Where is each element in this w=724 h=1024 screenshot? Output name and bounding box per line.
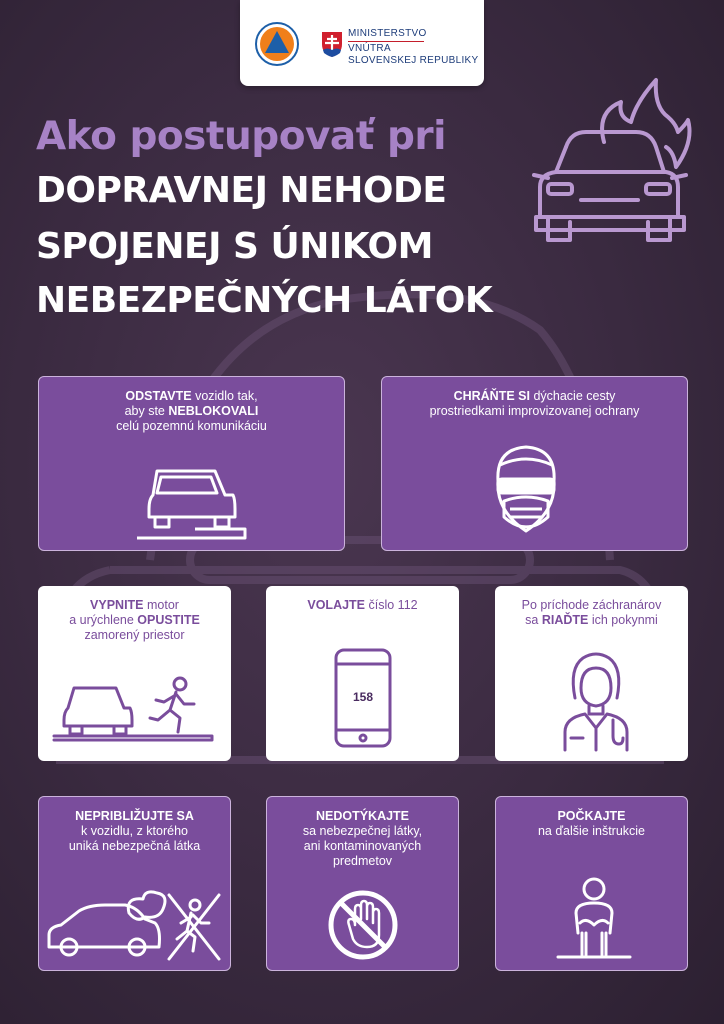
ministry-name: [348, 28, 479, 67]
rescuers-text3: ich pokynmi: [588, 613, 658, 627]
header-logos: [240, 0, 484, 86]
call-bold1: VOLAJTE: [307, 598, 366, 612]
card-park-vehicle: [38, 376, 345, 551]
touch-bold1: NEDOTÝKAJTE: [315, 809, 410, 823]
sitting-person-icon: [556, 873, 632, 965]
running-person-icon: [52, 674, 218, 744]
wait-bold1: POČKAJTE: [557, 809, 626, 823]
rescuers-text1: Po príchode záchranárov: [521, 598, 662, 612]
card-do-not-touch: [266, 796, 459, 971]
engine-text2: a urýchlene: [69, 613, 138, 627]
card-park-line2: [39, 404, 344, 419]
approach-text2: uniká nebezpečná látka: [68, 839, 201, 853]
burning-car-icon: [526, 72, 696, 257]
ministry-line3: SLOVENSKEJ REPUBLIKY: [348, 55, 479, 66]
engine-text1: motor: [143, 598, 179, 612]
title-line2: DOPRAVNEJ NEHODE: [36, 170, 447, 211]
card-engine-line1: [38, 598, 231, 613]
card-do-not-approach: [38, 796, 231, 971]
card-call-112: [266, 586, 459, 761]
no-touch-icon: [327, 889, 399, 961]
card-park-line1: [39, 389, 344, 404]
card-protect-airways: [381, 376, 688, 551]
rescuers-bold1: RIAĎTE: [541, 613, 589, 627]
rescuers-text2: sa: [525, 613, 542, 627]
card-touch-line1: [267, 809, 458, 824]
engine-text3: zamorený priestor: [84, 628, 185, 642]
card-wait-line1: [496, 809, 687, 824]
engine-bold2: OPUSTITE: [137, 613, 200, 627]
protect-text1: dýchacie cesty: [529, 389, 616, 403]
wait-text1: na ďalšie inštrukcie: [537, 824, 646, 838]
card-protect-line1: [382, 389, 687, 404]
crossed-person-icon: [45, 889, 225, 969]
title-line4: NEBEZPEČNÝCH LÁTOK: [36, 280, 493, 321]
title-line1: Ako postupovať pri: [36, 114, 446, 159]
park-text2: aby ste: [124, 404, 169, 418]
park-bold1: ODSTAVTE: [125, 389, 192, 403]
face-mask-icon: [490, 441, 562, 541]
slovak-crest-icon: [320, 30, 344, 58]
protect-bold1: CHRÁŇTE SI: [453, 389, 530, 403]
touch-text1: sa nebezpečnej látky,: [302, 824, 423, 838]
phone-number: 158: [352, 690, 374, 704]
card-wait: [495, 796, 688, 971]
card-engine-off: [38, 586, 231, 761]
doctor-icon: [561, 648, 631, 752]
ministry-red-line: [348, 41, 424, 42]
card-approach-line1: [39, 809, 230, 824]
park-text3: celú pozemnú komunikáciu: [116, 419, 267, 433]
touch-text2: ani kontaminovaných: [303, 839, 422, 853]
ministry-line1: MINISTERSTVO: [348, 28, 427, 39]
card-rescuers-line2: [495, 613, 688, 628]
protect-text2: prostriedkami improvizovanej ochrany: [429, 404, 640, 418]
approach-text1: k vozidlu, z ktorého: [81, 824, 188, 838]
title-line3: SPOJENEJ S ÚNIKOM: [36, 226, 433, 267]
touch-text3: predmetov: [332, 854, 393, 868]
card-engine-line2: [38, 613, 231, 628]
park-text1: vozidlo tak,: [191, 389, 258, 403]
call-text1: číslo 112: [365, 598, 418, 612]
ministry-line2: VNÚTRA: [348, 43, 391, 54]
card-follow-rescuers: [495, 586, 688, 761]
engine-bold1: VYPNITE: [90, 598, 144, 612]
approach-bold1: NEPRIBLIŽUJTE SA: [75, 809, 194, 823]
card-call-line1: [266, 598, 459, 613]
civil-protection-logo: [255, 22, 299, 66]
car-on-curb-icon: [135, 463, 253, 541]
park-bold2: NEBLOKOVALI: [168, 404, 259, 418]
